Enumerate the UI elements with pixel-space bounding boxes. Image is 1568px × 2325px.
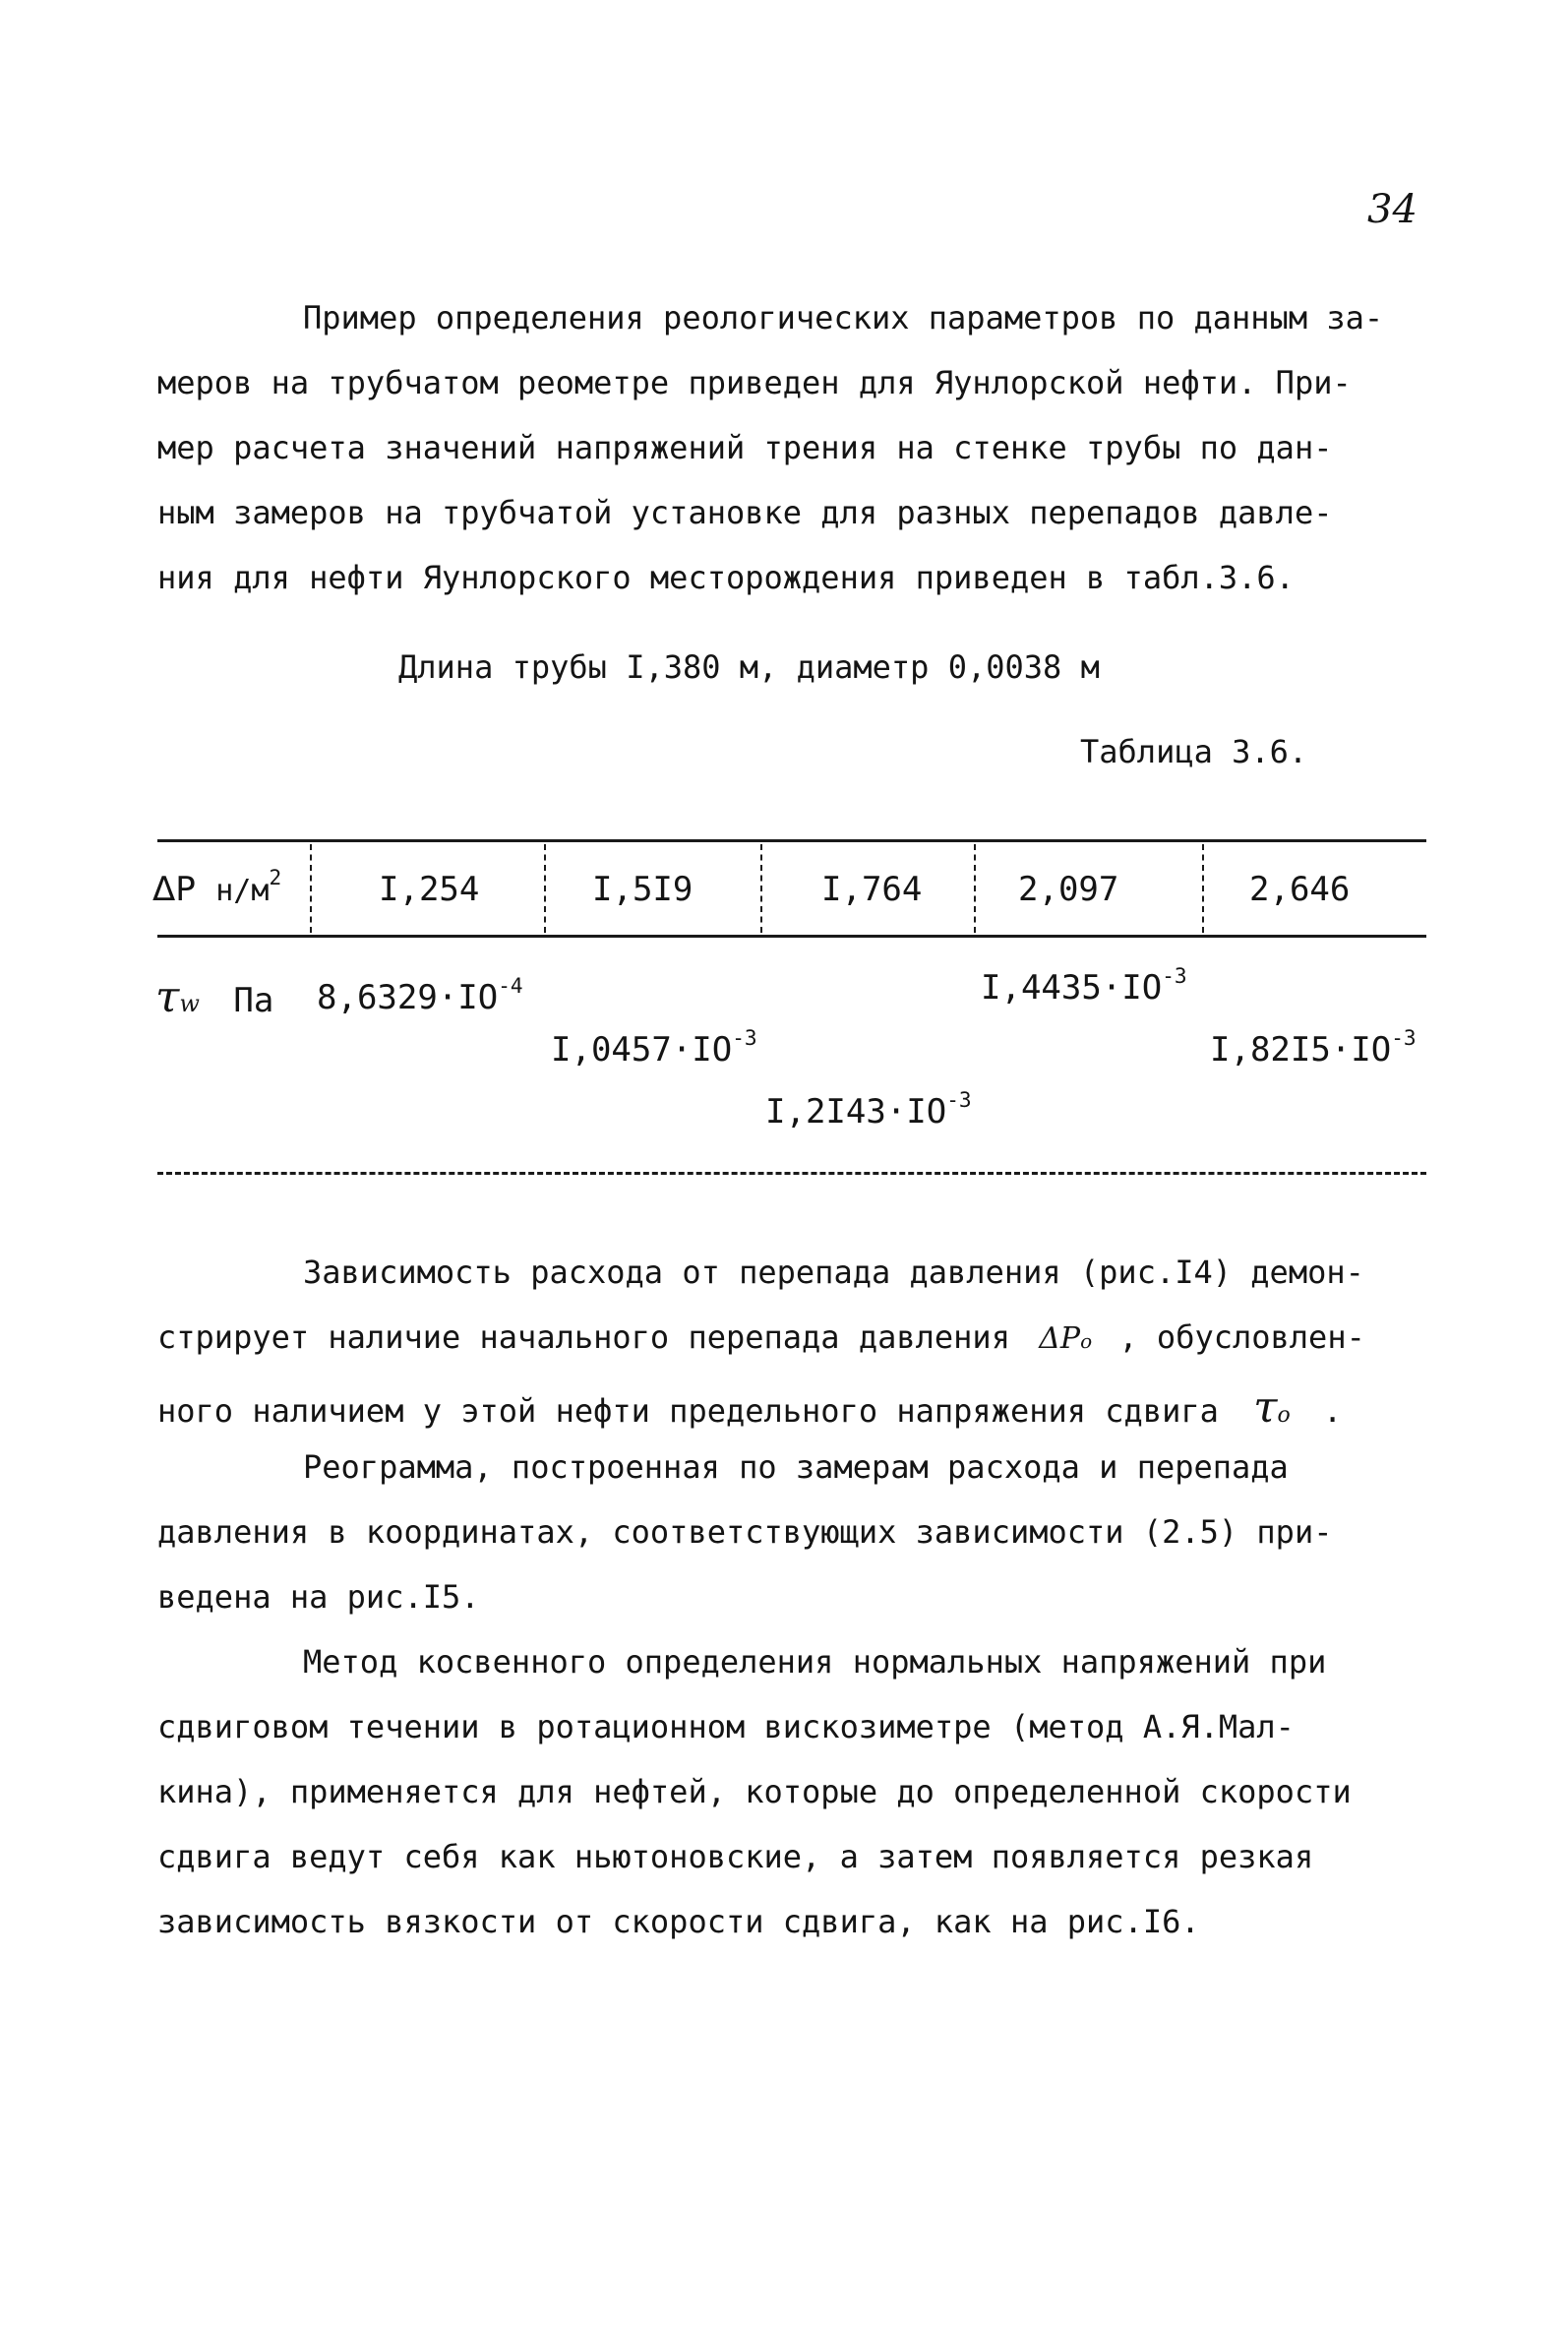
text-fragment: , обусловлен- [1118,1318,1365,1356]
pressure-drop-value: I,764 [821,870,923,909]
pressure-drop-value: 2,097 [1018,870,1119,909]
wall-stress-value [317,973,523,1017]
text-line: зависимость вязкости от скорости сдвига, как на рис.I6. [157,1903,1200,1940]
tau-symbol: τ [155,972,180,1022]
value-exponent: -3 [1391,1025,1417,1051]
table-caption: Таблица 3.6. [1080,733,1308,770]
pressure-drop-value: I,5I9 [592,870,694,909]
text-line: сдвига ведут себя как ньютоновские, а затем появляется резкая [157,1838,1314,1875]
page-number: 34 [1367,187,1417,232]
text-line: мер расчета значений напряжений трения на стенке трубы по дан- [157,429,1333,466]
text-line: ния для нефти Яунлорского месторождения приведен в табл.3.6. [157,559,1295,596]
tau-subscript: w [179,990,200,1017]
column-separator [310,844,312,933]
subscript-zero: o [1080,1329,1093,1353]
text-line: сдвиговом течении в ротационном вискозиметре (метод А.Я.Мал- [157,1708,1295,1745]
text-line: меров на трубчатом реометре приведен для Яунлорской нефти. При- [157,364,1352,401]
pressure-drop-value: 2,646 [1249,870,1351,909]
text-fragment: . [1323,1392,1343,1430]
pipe-info: Длина трубы I,380 м, диаметр 0,0038 м [398,648,1100,686]
delta-p-glyph: ΔP [1039,1321,1081,1356]
text-line [157,1382,1343,1433]
column-separator [974,844,976,933]
wall-stress-value [551,1025,757,1070]
wall-stress-label [155,972,273,1022]
value-exponent: -3 [1162,963,1187,989]
value-mantissa: I,4435·IO [981,968,1163,1008]
text-line [157,1318,1365,1356]
wall-stress-value [1210,1025,1417,1070]
column-separator [544,844,546,933]
text-line: Пример определения реологических параметров по данным за- [303,299,1384,337]
delta-p-symbol: ΔP [152,870,196,909]
subscript-zero: o [1277,1403,1291,1428]
value-mantissa: I,0457·IO [551,1030,733,1070]
text-line: ным замеров на трубчатой установке для разных перепадов давле- [157,494,1333,531]
column-separator [760,844,762,933]
unit-label: н/м [215,874,270,908]
tau0-symbol [1253,1382,1291,1433]
text-line: давления в координатах, соответствующих зависимости (2.5) при- [157,1513,1333,1551]
text-line: Метод косвенного определения нормальных напряжений при [303,1643,1327,1681]
value-mantissa: I,2I43·IO [765,1092,947,1132]
value-mantissa: 8,6329·IO [317,978,499,1017]
column-separator [1202,844,1204,933]
table-header-rule [157,935,1426,938]
pressure-drop-value: I,254 [379,870,480,909]
delta-p0-symbol [1039,1321,1092,1356]
text-line: кина), применяется для нефтей, которые до определенной скорости [157,1773,1352,1810]
unit-exponent: 2 [269,865,282,890]
text-fragment: стрирует наличие начального перепада давления [157,1318,1010,1356]
value-exponent: -3 [946,1087,972,1113]
text-line: Реограмма, построенная по замерам расхода и перепада [303,1448,1289,1486]
table-top-rule [157,839,1426,842]
text-fragment: ного наличием у этой нефти предельного напряжения сдвига [157,1392,1219,1430]
text-line: ведена на рис.I5. [157,1578,480,1616]
unit-label: Па [233,981,274,1020]
value-exponent: -4 [498,973,523,999]
tau-glyph: τ [1253,1382,1278,1433]
wall-stress-value [981,963,1187,1008]
table-bottom-rule [157,1172,1426,1175]
pressure-drop-label [152,865,282,909]
text-line: Зависимость расхода от перепада давления (рис.I4) демон- [303,1254,1364,1291]
value-mantissa: I,82I5·IO [1210,1030,1392,1070]
value-exponent: -3 [732,1025,757,1051]
wall-stress-value [765,1087,972,1132]
